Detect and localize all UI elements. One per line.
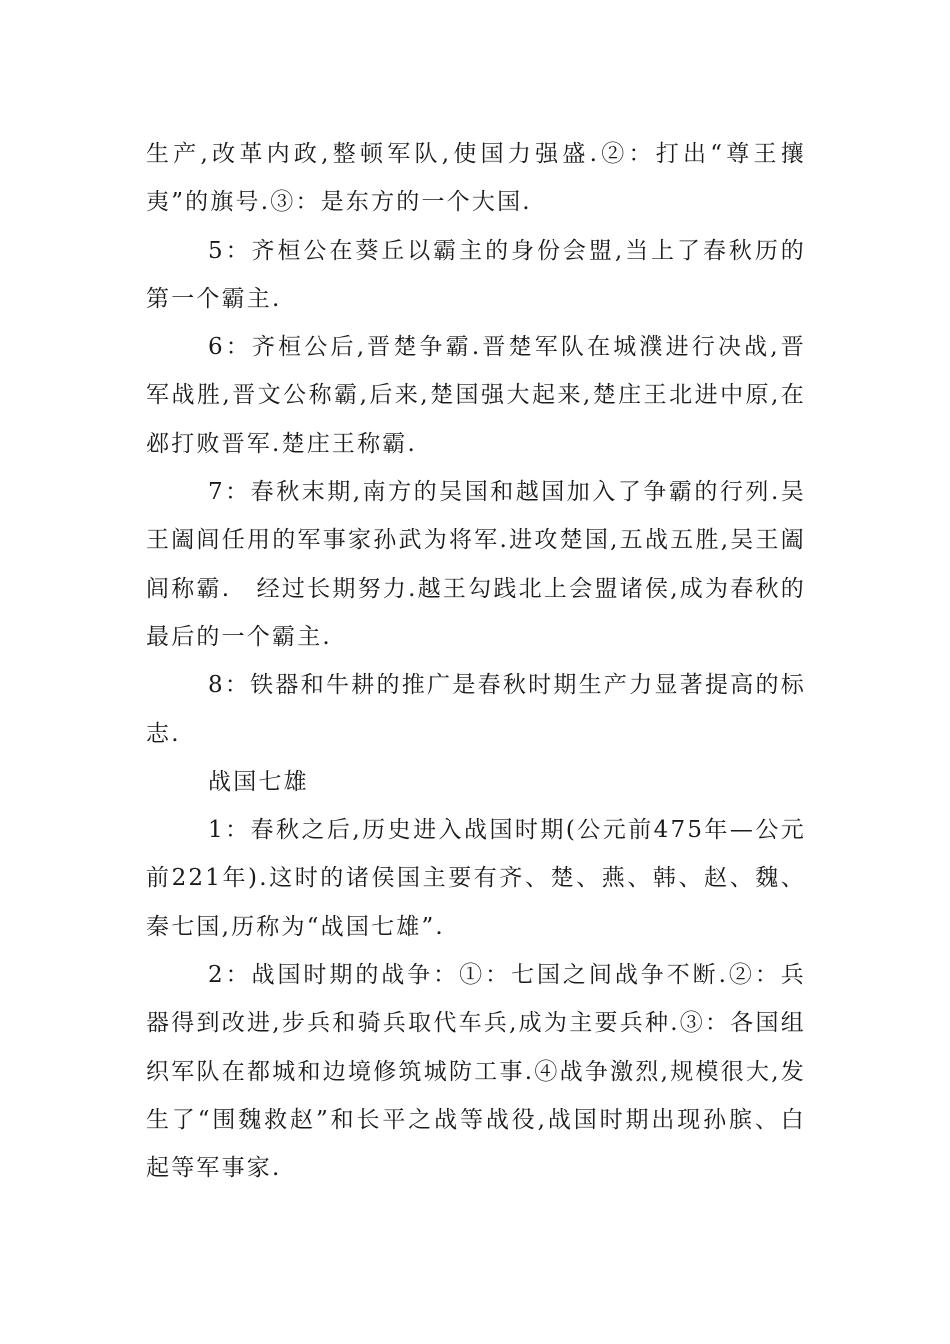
paragraph-5: 5：齐桓公在葵丘以霸主的身份会盟,当上了春秋历的第一个霸主. <box>146 237 806 312</box>
document-body <box>146 130 806 1193</box>
paragraph-continued: 生产,改革内政,整顿军队,使国力强盛.②：打出“尊王攘夷”的旗号.③：是东方的一个大国. <box>146 141 806 216</box>
paragraph-7: 7：春秋末期,南方的吴国和越国加入了争霸的行列.吴王阖闾任用的军事家孙武为将军.进攻楚国,五战五胜,吴王阖闾称霸. 经过长期努力.越王勾践北上会盟诸侯,成为春秋的最后的一个霸主. <box>146 479 806 650</box>
paragraph-zhanguo-1: 1：春秋之后,历史进入战国时期(公元前475年—公元前221年).这时的诸侯国主要有齐、楚、燕、韩、赵、魏、秦七国,历称为“战国七雄”. <box>146 817 806 940</box>
paragraph-6: 6：齐桓公后,晋楚争霸.晋楚军队在城濮进行决战,晋军战胜,晋文公称霸,后来,楚国强大起来,楚庄王北进中原,在邲打败晋军.楚庄王称霸. <box>146 334 806 457</box>
paragraph-zhanguo-2: 2：战国时期的战争：①：七国之间战争不断.②：兵器得到改进,步兵和骑兵取代车兵,成为主要兵种.③：各国组织军队在都城和边境修筑城防工事.④战争激烈,规模很大,发生了“围魏救赵”和长平之战等战役,战国时期出现孙膑、白起等军事家. <box>146 962 806 1182</box>
paragraph-8: 8：铁器和牛耕的推广是春秋时期生产力显著提高的标志. <box>146 672 806 747</box>
section-heading-zhanguo: 战国七雄 <box>208 768 309 795</box>
